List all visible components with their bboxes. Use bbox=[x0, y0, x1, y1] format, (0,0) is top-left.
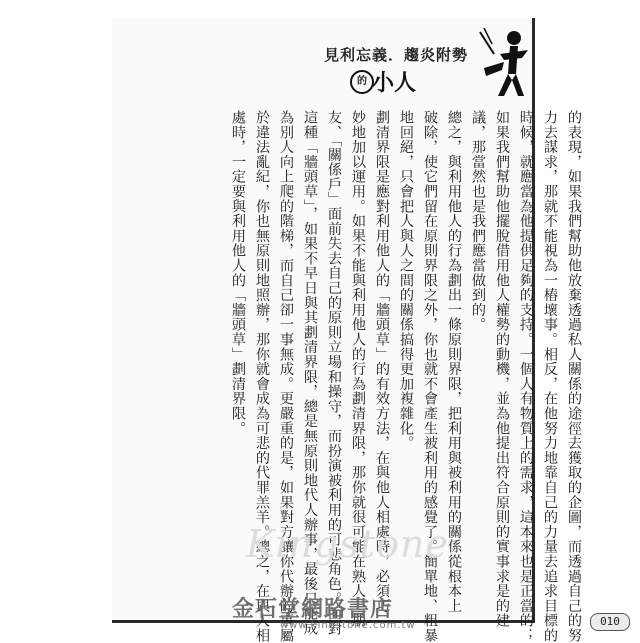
title-particle-badge: 的 bbox=[350, 70, 374, 94]
text-column: 的表現，如果我們幫助他放棄透過私人關係的途徑去獲取的企圖，而透過自己的努 bbox=[566, 110, 582, 643]
text-column: 如果我們幫助他擺脫借用他人權勢的動機，並為他提出符合原則的實事求是的建 bbox=[494, 110, 510, 628]
text-column: 破除，使它們留在原則界限之外，你也就不會產生被利用的感覺了。簡單地、粗暴 bbox=[422, 110, 438, 643]
watermark-store-name: 金石堂網路書店 bbox=[232, 596, 394, 622]
text-column: 力去謀求，那就不能視為一樁壞事。相反，在他努力地靠自己的力量去追求目標的 bbox=[542, 110, 558, 643]
text-column: 地回絕，只會把人與人之間的關係搞得更加複雜化。 bbox=[398, 110, 414, 451]
text-column: 處時，一定要與利用他人的「牆頭草」劃清界限。 bbox=[230, 110, 246, 436]
text-column: 妙地加以運用。如果不能與利用他人的行為劃清界限，那你就很可能在熟人、朋 bbox=[350, 110, 366, 628]
text-column: 時候，就應當為他提供足夠的支持。一個人有物質上的需求，這本來也是正當的； bbox=[518, 110, 534, 643]
text-column: 於違法亂紀，你也無原則地照辦，那你就會成為可悲的代罪羔羊。總之，在與人相 bbox=[254, 110, 270, 643]
text-column: 友、「關係戶」面前失去自己的原則立場和操守，而扮演被利用的可悲角色。面對 bbox=[326, 110, 342, 636]
book-title: 小人 bbox=[372, 71, 417, 96]
watermark-url: www.kingstone.com.tw bbox=[280, 620, 416, 631]
text-column: 劃清界限是應對利用他人的「牆頭草」的有效方法，在與他人相處時，必須巧 bbox=[374, 110, 390, 614]
text-column: 為別人向上爬的階梯，而自己卻一事無成。更嚴重的是，如果對方讓你代辦的事屬 bbox=[278, 110, 294, 643]
text-column: 議，那當然也是我們應當做到的。 bbox=[470, 110, 486, 332]
page-number: 010 bbox=[590, 613, 630, 631]
page-header bbox=[112, 18, 532, 114]
figure-logo-icon bbox=[474, 24, 530, 100]
text-column: 總之，與利用他人的行為劃出一條原則界限，把利用與被利用的關係從根本上 bbox=[446, 110, 462, 614]
book-subtitle: 見利忘義．趨炎附勢 bbox=[324, 46, 469, 64]
watermark-text: Kingstone bbox=[246, 522, 449, 566]
text-column: 這種「牆頭草」，如果不早日與其劃清界限，總是無原則地代人辦事，最後只能成 bbox=[302, 110, 318, 636]
